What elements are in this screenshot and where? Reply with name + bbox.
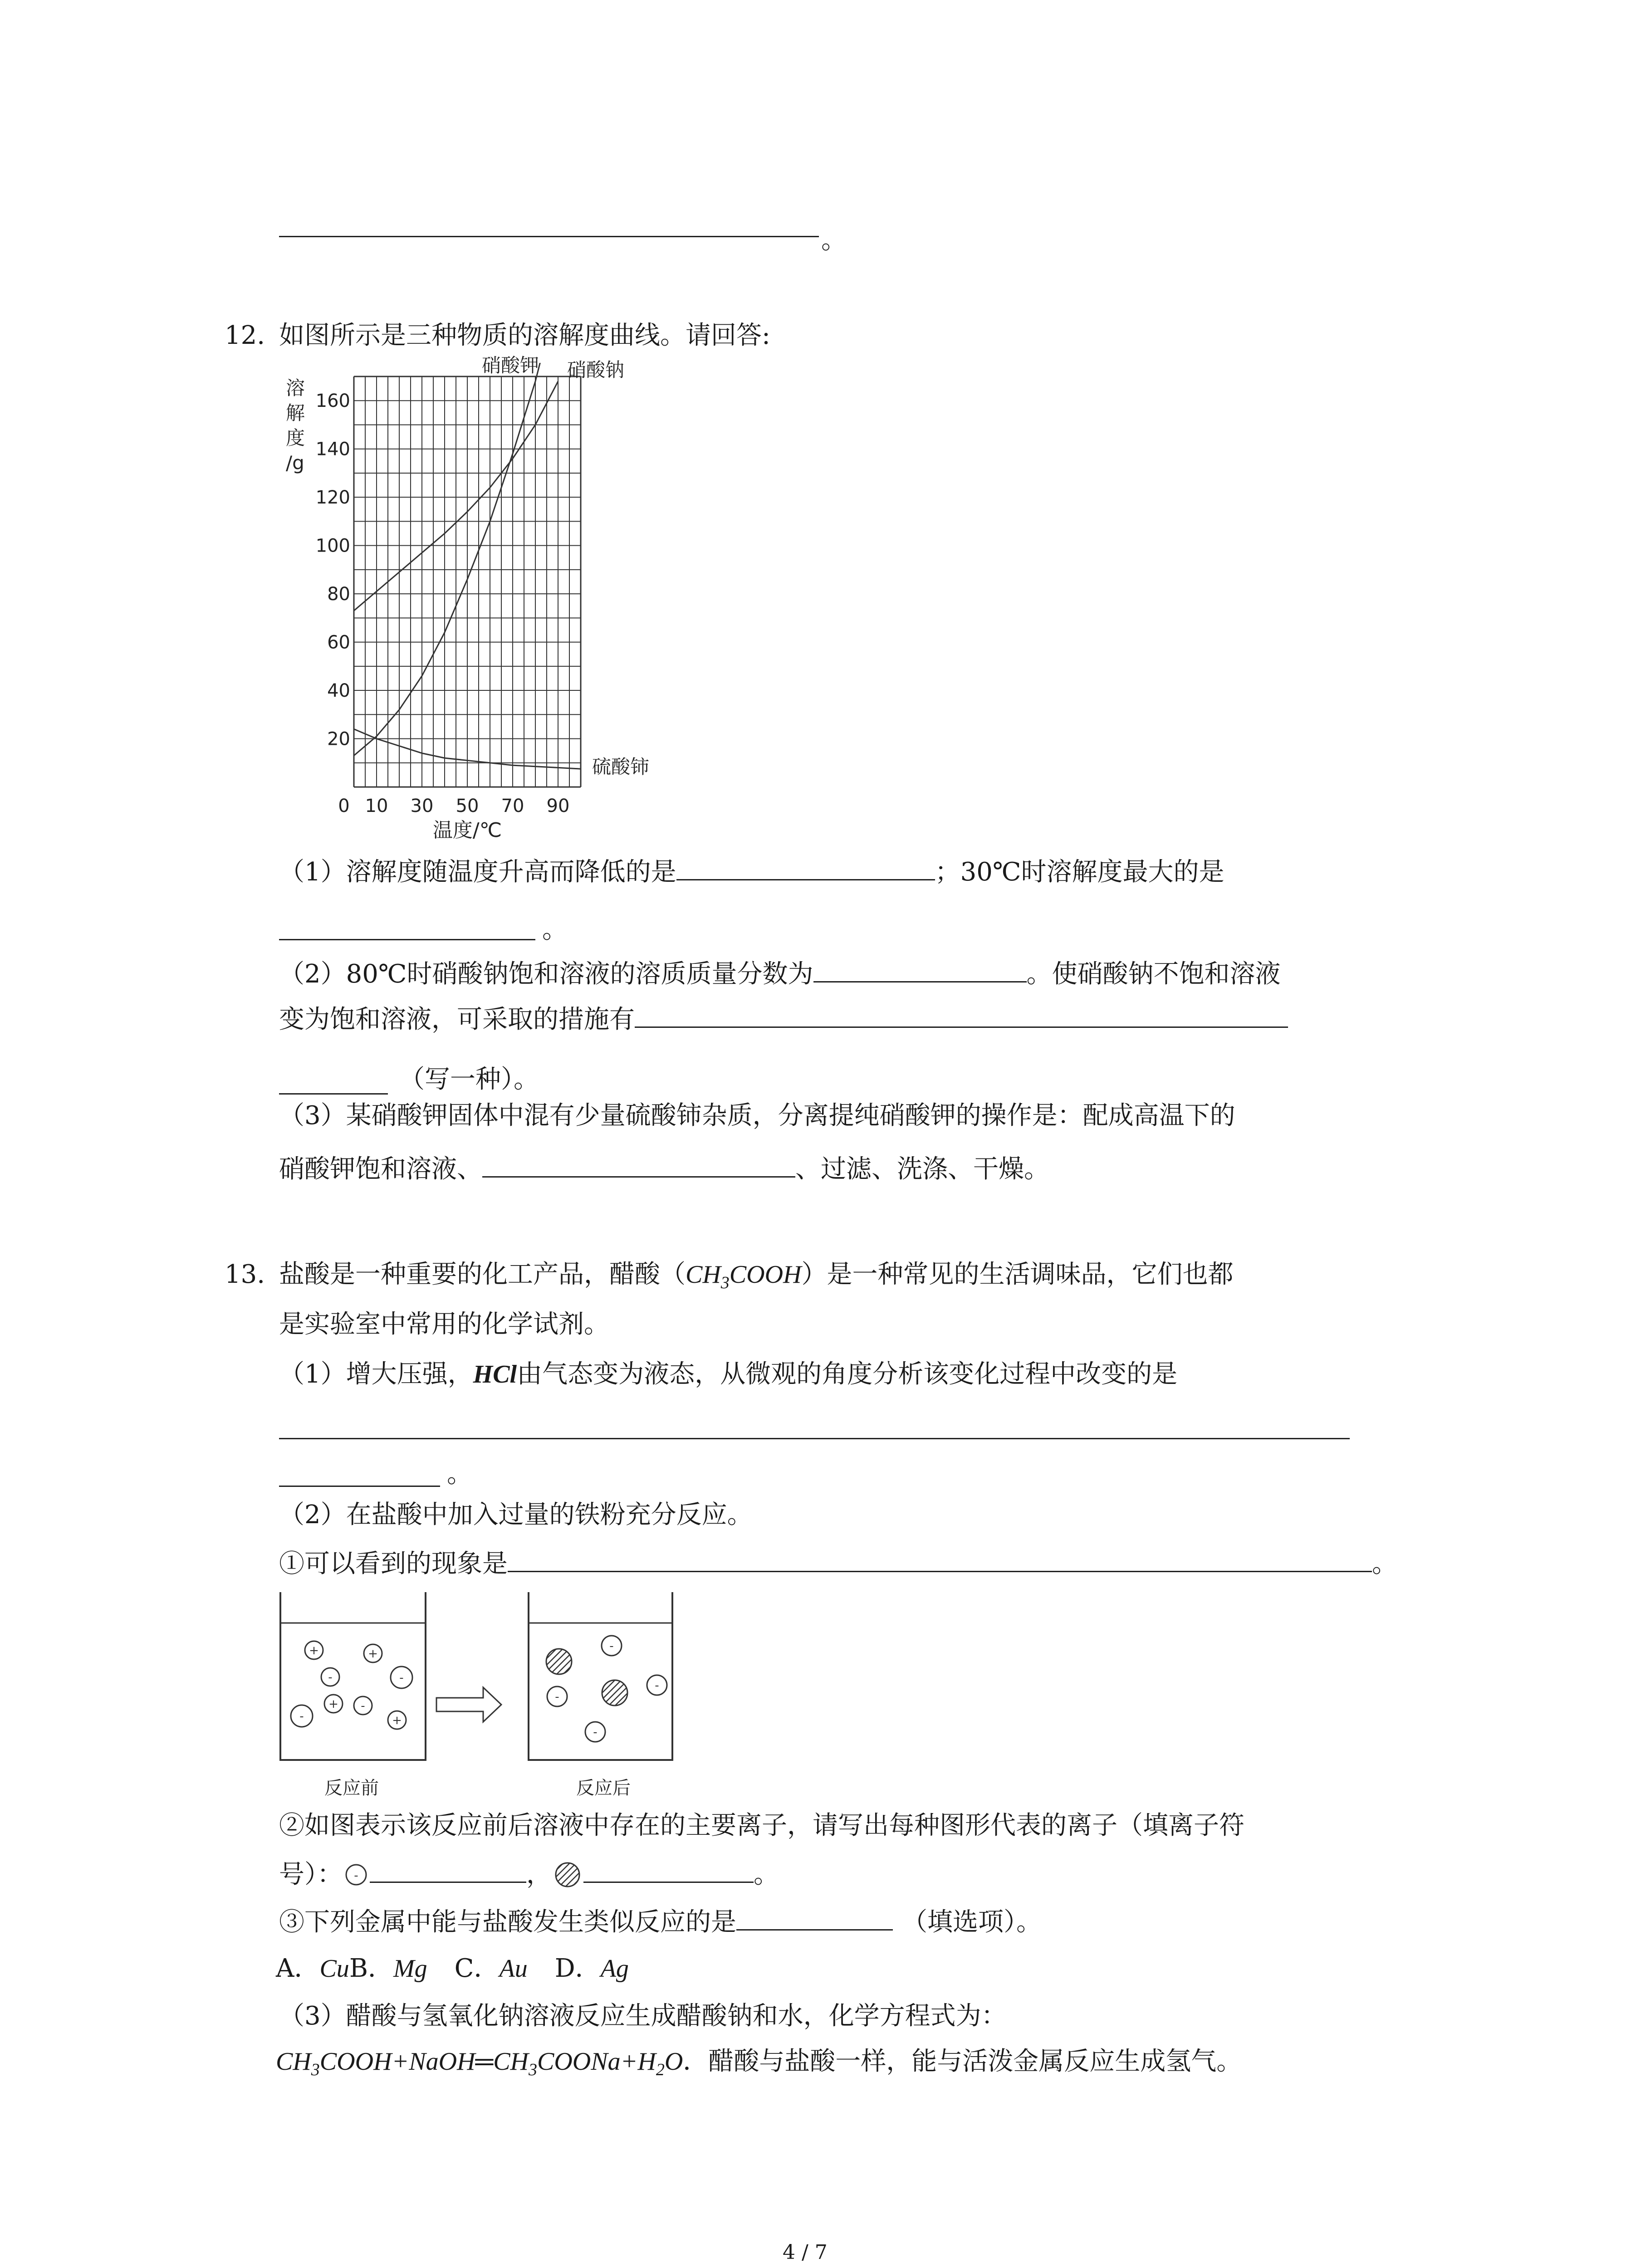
period: 。 <box>754 1860 779 1889</box>
option-a[interactable]: A．Cu <box>276 1954 349 1983</box>
hatched-ion <box>602 1680 627 1706</box>
hatched-ion-icon <box>552 1861 583 1888</box>
svg-text:-: - <box>361 1699 365 1713</box>
plus-ion <box>388 1711 406 1729</box>
q13-part2-2-text: 号）： <box>279 1860 343 1889</box>
svg-text:-: - <box>593 1725 598 1739</box>
svg-text:-: - <box>299 1710 304 1723</box>
minus-ion <box>547 1686 567 1706</box>
q12-part2-text-d: （写一种）。 <box>399 1065 539 1094</box>
solubility-chart <box>272 354 726 853</box>
minus-ion <box>391 1667 412 1688</box>
q13-part1 <box>279 1356 1177 1393</box>
question-number: 12. <box>225 321 265 350</box>
y-tick-label: 120 <box>315 487 350 508</box>
svg-text:-: - <box>328 1671 333 1684</box>
q13-blank-3[interactable] <box>370 1855 526 1883</box>
q13-part1-text-b: 由气态变为液态，从微观的角度分析该变化过程中改变的是 <box>517 1359 1178 1389</box>
q12-part3-text-b: 硝酸钾饱和溶液、 <box>279 1154 482 1184</box>
q13-blank-1[interactable] <box>279 1438 1350 1439</box>
minus-ion <box>585 1722 605 1742</box>
q12-blank-4-cont[interactable] <box>279 1093 388 1095</box>
q13-blank-2[interactable] <box>508 1545 1372 1572</box>
option-d[interactable]: D．Ag <box>554 1954 629 1983</box>
q13-part2-3 <box>279 1903 1042 1941</box>
period: 。 <box>447 1459 472 1489</box>
x-tick-label: 70 <box>501 796 524 816</box>
y-tick-labels <box>316 391 350 749</box>
question-stem-line2: 是实验室中常用的化学试剂。 <box>279 1310 609 1339</box>
q12-part1 <box>279 853 1225 890</box>
plus-ion <box>305 1641 323 1659</box>
y-tick-label: 20 <box>327 728 350 750</box>
ions-after <box>546 1636 667 1742</box>
minus-ion-icon <box>343 1861 370 1888</box>
option-c[interactable]: C．Au <box>454 1954 528 1983</box>
chemical-equation: $CH_3COOH+NaOH═CH_3COONa+H_2O$ <box>276 2048 683 2080</box>
option-b[interactable]: B．Mg <box>349 1954 427 1983</box>
period: 。 <box>1372 1549 1397 1579</box>
question-number: 13. <box>225 1260 265 1289</box>
q13-part2-2: ②如图表示该反应前后溶液中存在的主要离子，请写出每种图形代表的离子（填离子符 <box>279 1811 1244 1840</box>
q13-blank-5[interactable] <box>736 1903 893 1931</box>
x-tick-label: 50 <box>456 796 479 816</box>
q12-part2-text-a: （2）80℃时硝酸钠饱和溶液的溶质质量分数为 <box>279 959 813 989</box>
q12-part3: （3）某硝酸钾固体中混有少量硫酸铈杂质，分离提纯硝酸钾的操作是：配成高温下的 <box>279 1101 1235 1130</box>
series-label: 硝酸钾 <box>481 354 539 376</box>
label-after: 反应后 <box>576 1778 631 1799</box>
hatched-ion <box>546 1649 572 1674</box>
q12-part3-line2 <box>279 1150 1049 1188</box>
stem-text-b: ）是一种常见的生活调味品，它们也都 <box>801 1260 1234 1289</box>
q12-part2-line2 <box>279 1000 1288 1038</box>
y-tick-label: 60 <box>327 632 350 653</box>
x-tick-label: 0 <box>338 796 350 816</box>
q12-blank-3[interactable] <box>813 955 1027 982</box>
q12-blank-2[interactable] <box>279 939 535 940</box>
q13-part2-2-line2 <box>279 1855 779 1893</box>
question-stem <box>279 1256 1233 1301</box>
minus-ion <box>321 1668 339 1686</box>
q13-part2-1 <box>279 1545 1397 1582</box>
q12-part2 <box>279 955 1281 992</box>
svg-text:+: + <box>368 1647 378 1661</box>
q13-part3-text-b: ．醋酸与盐酸一样，能与活泼金属反应生成氢气。 <box>683 2047 1242 2076</box>
svg-text:-: - <box>399 1671 404 1685</box>
minus-ion <box>647 1675 667 1695</box>
y-tick-label: 100 <box>315 535 350 557</box>
reaction-figure <box>277 1588 730 1814</box>
page-number: 4 / 7 <box>783 2241 828 2264</box>
question-stem: 如图所示是三种物质的溶解度曲线。请回答: <box>279 321 770 350</box>
q12-part2-text-c: 变为饱和溶液，可采取的措施有 <box>279 1005 635 1034</box>
x-tick-label: 90 <box>546 796 570 816</box>
svg-text:-: - <box>609 1639 614 1653</box>
series-label: 硫酸铈 <box>592 756 650 778</box>
q12-part1-text-b: ；30℃时溶解度最大的是 <box>935 857 1225 887</box>
arrow-icon <box>436 1687 501 1722</box>
label-before: 反应前 <box>324 1778 379 1799</box>
minus-ion <box>602 1636 622 1656</box>
y-axis-label-char: 度 <box>286 427 305 449</box>
svg-text:+: + <box>392 1714 402 1727</box>
q12-blank-5[interactable] <box>482 1150 795 1178</box>
y-axis-label-char: /g <box>286 452 304 474</box>
q13-part3: （3）醋酸与氢氧化钠溶液反应生成醋酸钠和水，化学方程式为： <box>279 2001 1007 2031</box>
y-tick-label: 80 <box>327 584 350 605</box>
svg-text:+: + <box>328 1697 338 1711</box>
q13-part2: （2）在盐酸中加入过量的铁粉充分反应。 <box>279 1500 753 1530</box>
series-label: 硝酸钠 <box>567 359 625 381</box>
x-tick-label: 10 <box>365 796 388 816</box>
q13-part2-3-text-b: （填选项）。 <box>902 1907 1042 1937</box>
period: 。 <box>821 225 847 255</box>
q13-blank-4[interactable] <box>583 1855 754 1883</box>
q13-blank-1-cont[interactable] <box>279 1486 440 1487</box>
y-tick-label: 160 <box>315 391 350 412</box>
y-tick-label: 40 <box>327 680 350 702</box>
stem-text-a: 盐酸是一种重要的化工产品，醋酸（ <box>279 1260 686 1289</box>
y-axis-label-char: 溶 <box>286 377 305 399</box>
q13-options <box>276 1950 629 1987</box>
q12-part3-text-c: 、过滤、洗涤、干燥。 <box>795 1154 1049 1184</box>
y-axis-label-char: 解 <box>286 402 305 424</box>
x-axis-label: 温度/℃ <box>432 819 502 842</box>
ions-before <box>291 1641 412 1729</box>
svg-text:-: - <box>354 1869 358 1882</box>
y-tick-label: 140 <box>315 439 350 460</box>
comma: ， <box>526 1860 552 1889</box>
minus-ion <box>354 1696 372 1715</box>
q13-part1-text-a: （1）增大压强， <box>279 1359 473 1389</box>
hcl-formula: HCl <box>473 1360 517 1388</box>
q13-part2-1-text: ①可以看到的现象是 <box>279 1549 508 1579</box>
q13-part2-3-text-a: ③下列金属中能与盐酸发生类似反应的是 <box>279 1907 736 1937</box>
svg-text:+: + <box>309 1644 319 1657</box>
q12-blank-4[interactable] <box>635 1000 1288 1028</box>
svg-text:-: - <box>555 1690 559 1704</box>
svg-text:-: - <box>655 1679 659 1692</box>
x-tick-label: 30 <box>410 796 434 816</box>
y-axis-label <box>286 377 305 474</box>
answer-blank[interactable] <box>279 236 819 237</box>
minus-ion <box>291 1705 313 1727</box>
x-tick-labels <box>338 796 569 816</box>
q12-part2-text-b: 。使硝酸钠不饱和溶液 <box>1026 959 1281 989</box>
q13-part3-equation <box>276 2043 1242 2088</box>
period: 。 <box>542 915 568 944</box>
q12-blank-1[interactable] <box>676 853 935 880</box>
plus-ion <box>324 1695 343 1713</box>
q12-part1-text-a: （1）溶解度随温度升高而降低的是 <box>279 857 676 887</box>
acetic-formula: $CH_3COOH$ <box>686 1261 802 1293</box>
plus-ion <box>364 1644 382 1662</box>
